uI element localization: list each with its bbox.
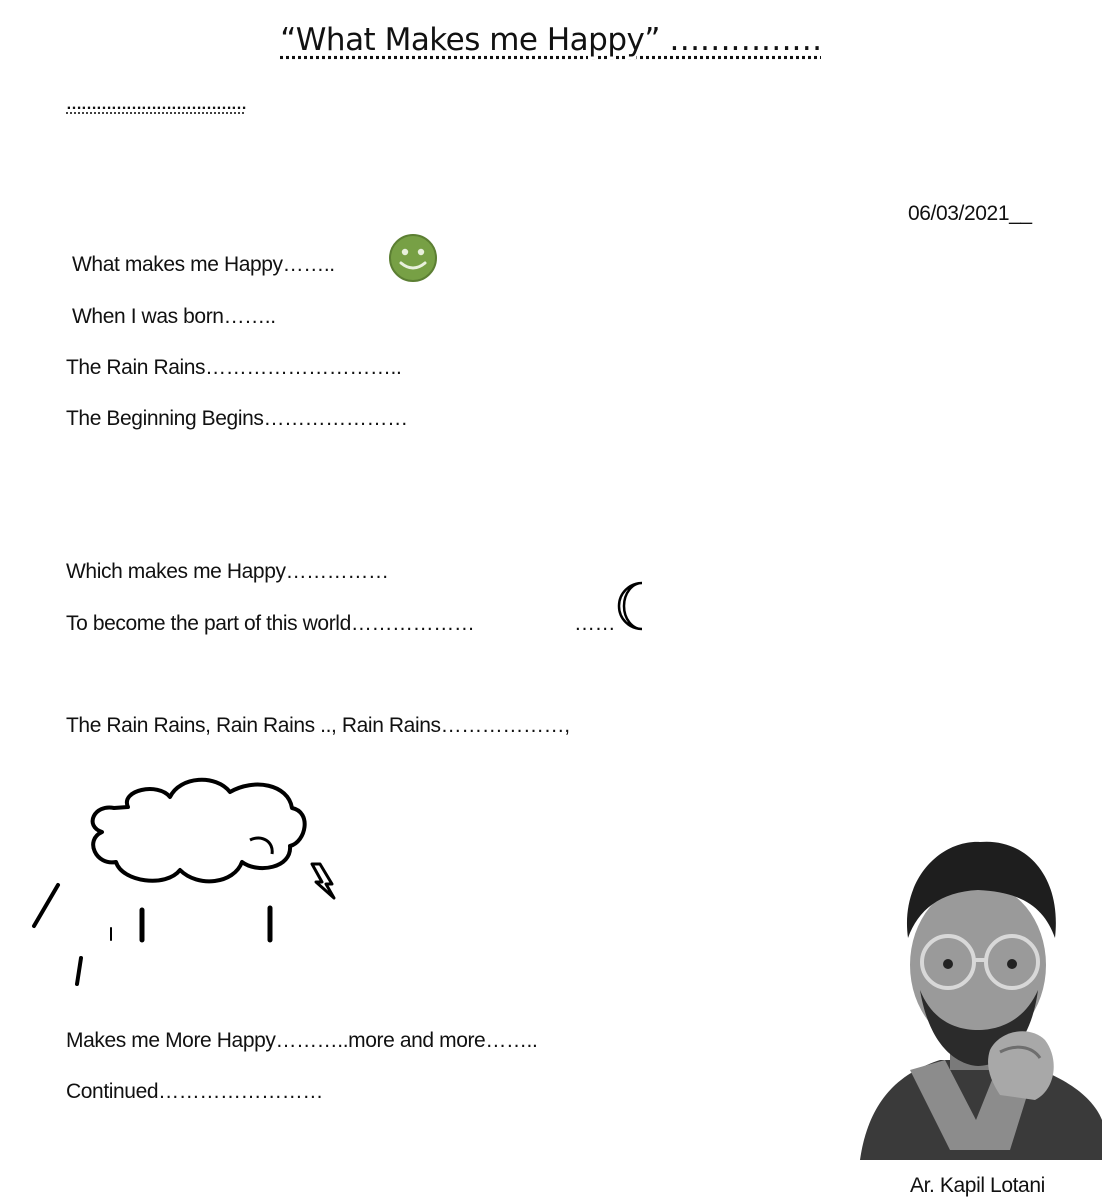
author-portrait [850,820,1102,1160]
poem-line-6: To become the part of this world……………… [66,612,475,635]
poem-line-9: Continued…………………… [66,1080,323,1103]
poem-line-7: The Rain Rains, Rain Rains .., Rain Rains………………, [66,714,570,737]
date: 06/03/2021__ [908,202,1032,225]
poem-line-dots: …… [574,612,616,635]
poem-line-1: What makes me Happy…….. [72,253,335,276]
page-title: “What Makes me Happy” …………… [280,22,822,58]
poem-line-8: Makes me More Happy………..more and more…….. [66,1029,538,1052]
crescent-moon-icon [612,580,656,632]
cloud-icon [20,770,350,990]
poem-line-2: When I was born…….. [72,305,276,328]
rain-drops-icon [34,885,270,984]
author-signature: Ar. Kapil Lotani [910,1174,1045,1197]
subtitle-dots: ……………………………… [66,96,246,113]
lightning-bolt-icon [312,864,334,898]
poem-line-3: The Rain Rains……………………….. [66,356,402,379]
poem-line-5: Which makes me Happy…………… [66,560,389,583]
smiley-face-icon [388,233,438,283]
poem-line-4: The Beginning Begins………………… [66,407,408,430]
